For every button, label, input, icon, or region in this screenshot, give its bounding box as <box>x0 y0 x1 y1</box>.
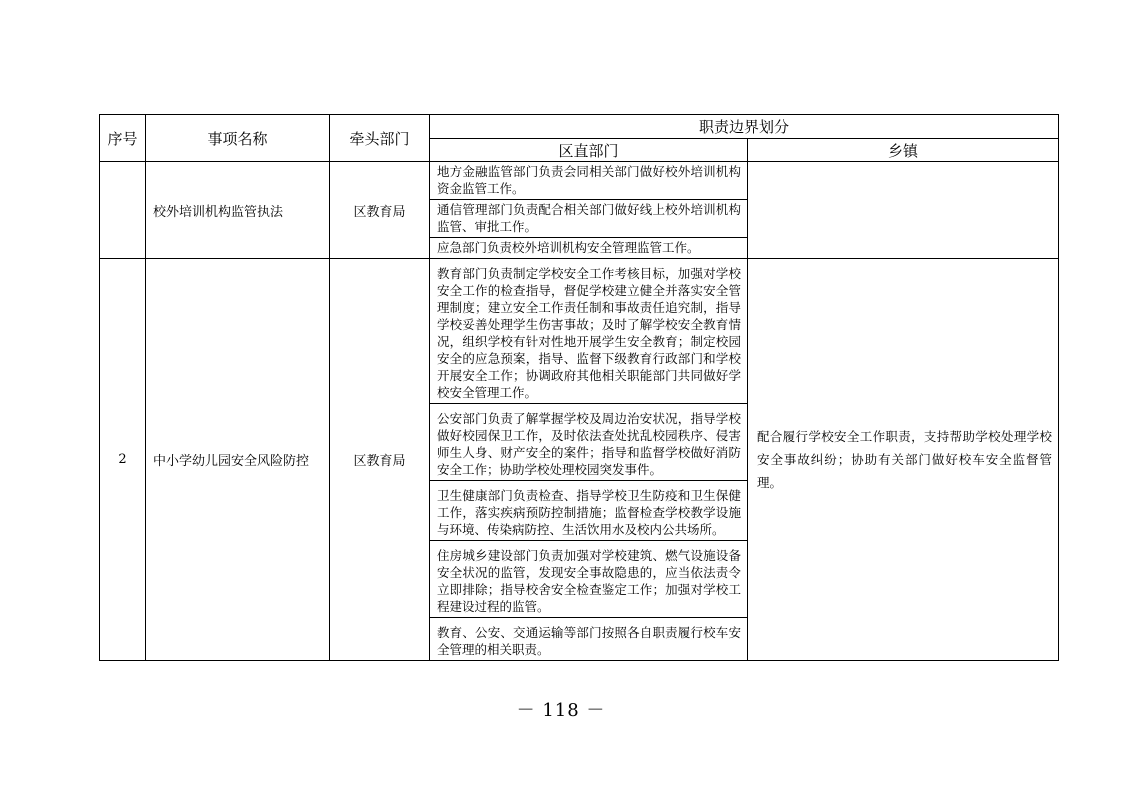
responsibility-table <box>99 114 1059 661</box>
table-row <box>100 259 1059 404</box>
row-lead-department: 区教育局 <box>330 259 430 661</box>
row-lead-department: 区教育局 <box>330 162 430 259</box>
district-duty-cell: 地方金融监管部门负责会同相关部门做好校外培训机构资金监管工作。 <box>430 162 748 200</box>
district-duty-cell: 通信管理部门负责配合相关部门做好线上校外培训机构监管、审批工作。 <box>430 200 748 238</box>
row-serial <box>100 162 146 259</box>
district-duty-cell: 教育部门负责制定学校安全工作考核目标，加强对学校安全工作的检查指导，督促学校建立健全并落实安全管理制度；建立安全工作责任制和事故责任追究制，指导学校妥善处理学生伤害事故；及时了解学校安全教育情况，组织学校有针对性地开展学生安全教育；制定校园安全的应急预案，指导、监督下级教育行政部门和学校开展安全工作；协调政府其他相关职能部门共同做好学校安全管理工作。 <box>430 259 748 404</box>
row-serial: 2 <box>100 259 146 661</box>
header-serial: 序号 <box>100 115 146 162</box>
header-item-name: 事项名称 <box>146 115 330 162</box>
header-responsibility-division: 职责边界划分 <box>430 115 1059 139</box>
header-district-departments: 区直部门 <box>430 139 748 162</box>
township-duty-cell <box>748 162 1059 259</box>
row-item-name: 中小学幼儿园安全风险防控 <box>146 259 330 661</box>
township-duty-cell: 配合履行学校安全工作职责，支持帮助学校处理学校安全事故纠纷；协助有关部门做好校车安全监督管理。 <box>748 259 1059 661</box>
table-row <box>100 162 1059 200</box>
row-item-name: 校外培训机构监管执法 <box>146 162 330 259</box>
header-township: 乡镇 <box>748 139 1059 162</box>
district-duty-cell: 教育、公安、交通运输等部门按照各自职责履行校车安全管理的相关职责。 <box>430 618 748 661</box>
page-number: － 118 － <box>516 700 606 721</box>
district-duty-cell: 住房城乡建设部门负责加强对学校建筑、燃气设施设备安全状况的监管，发现安全事故隐患的，应当依法责令立即排除；指导校舍安全检查鉴定工作；加强对学校工程建设过程的监管。 <box>430 541 748 618</box>
header-lead-department: 牵头部门 <box>330 115 430 162</box>
district-duty-cell: 应急部门负责校外培训机构安全管理监管工作。 <box>430 238 748 259</box>
district-duty-cell: 卫生健康部门负责检查、指导学校卫生防疫和卫生保健工作，落实疾病预防控制措施；监督检查学校教学设施与环境、传染病防控、生活饮用水及校内公共场所。 <box>430 481 748 541</box>
district-duty-cell: 公安部门负责了解掌握学校及周边治安状况，指导学校做好校园保卫工作，及时依法查处扰乱校园秩序、侵害师生人身、财产安全的案件；指导和监督学校做好消防安全工作；协助学校处理校园突发事件。 <box>430 404 748 481</box>
